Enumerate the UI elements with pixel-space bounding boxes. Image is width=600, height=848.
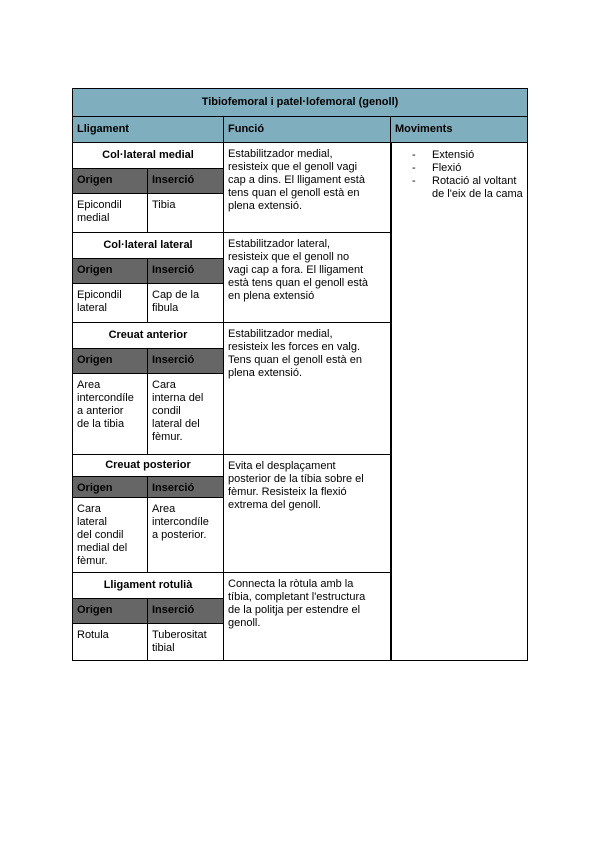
table-body — [73, 143, 527, 660]
list-item — [412, 162, 523, 175]
origin-insertion-values — [73, 284, 223, 322]
origin-insertion-values — [73, 624, 223, 660]
insercio-label: Inserció — [152, 264, 195, 276]
funcio-value: Evita el desplaçament posterior de la tíbia sobre el fèmur. Resisteix la flexió extrema del genoll. — [224, 455, 391, 572]
origin-insertion-values — [73, 374, 223, 454]
origen-label: Origen — [73, 477, 148, 497]
dash-bullet: - — [412, 149, 416, 161]
ligament-cell — [73, 455, 224, 572]
origin-insertion-header — [73, 259, 223, 284]
ligament-name: Creuat anterior — [73, 323, 223, 349]
list-item — [412, 175, 523, 201]
origin-insertion-header — [73, 599, 223, 624]
ligament-name: Col·lateral medial — [73, 143, 223, 169]
origen-value: Epicondil lateral — [73, 284, 148, 322]
origen-label: Origen — [73, 349, 148, 373]
list-item — [412, 149, 523, 162]
origen-value: Rotula — [73, 624, 148, 660]
insercio-label: Inserció — [152, 174, 195, 186]
origen-value: Cara lateral del condil medial del fèmur. — [73, 498, 148, 572]
origin-insertion-values — [73, 194, 223, 232]
table-row — [73, 573, 391, 660]
ligament-cell — [73, 573, 224, 660]
ligament-name: Lligament rotulià — [73, 573, 223, 599]
header-moviments: Moviments — [395, 123, 453, 135]
insercio-value: Area intercondíle a posterior. — [152, 503, 209, 541]
moviment-value: Flexió — [432, 162, 462, 174]
table-row — [73, 143, 391, 233]
dash-bullet: - — [412, 175, 416, 187]
origen-label: Origen — [73, 599, 148, 623]
header-lligament: Lligament — [73, 117, 224, 142]
ligament-name: Col·lateral lateral — [73, 233, 223, 259]
table-row — [73, 233, 391, 323]
funcio-value: Estabilitzador medial, resisteix que el genoll vagi cap a dins. El lligament està tens quan el genoll està en plena extensió. — [224, 143, 391, 232]
origin-insertion-header — [73, 477, 223, 498]
origin-insertion-header — [73, 349, 223, 374]
moviment-value: Rotació al voltant de l'eix de la cama — [432, 175, 523, 200]
moviment-value: Extensió — [432, 149, 475, 161]
insercio-value: Tibia — [152, 199, 176, 211]
origen-label: Origen — [73, 259, 148, 283]
insercio-value: Cap de la fibula — [152, 289, 200, 314]
knee-ligaments-table — [72, 88, 528, 661]
ligament-cell — [73, 323, 224, 454]
origen-label: Origen — [73, 169, 148, 193]
table-title: Tibiofemoral i patel·lofemoral (genoll) — [73, 89, 527, 117]
insercio-label: Inserció — [152, 481, 195, 494]
ligament-cell — [73, 233, 224, 322]
insercio-label: Inserció — [152, 604, 195, 616]
funcio-value: Estabilitzador medial, resisteix les forces en valg. Tens quan el genoll està en plena extensió. — [224, 323, 391, 454]
funcio-value: Connecta la ròtula amb la tíbia, completant l'estructura de la politja per estendre el genoll. — [224, 573, 391, 660]
moviments-list — [412, 149, 523, 201]
origin-insertion-header — [73, 169, 223, 194]
origin-insertion-values — [73, 498, 223, 572]
origen-value: Area intercondíle a anterior de la tibia — [73, 374, 148, 454]
ligament-name: Creuat posterior — [73, 455, 223, 477]
ligament-cell — [73, 143, 224, 232]
ligaments-column — [73, 143, 391, 660]
dash-bullet: - — [412, 162, 416, 174]
funcio-value: Estabilitzador lateral, resisteix que el genoll no vagi cap a fora. El lligament està tens quan el genoll està en plena extensió — [224, 233, 391, 322]
origen-value: Epicondil medial — [73, 194, 148, 232]
insercio-label: Inserció — [152, 354, 195, 366]
insercio-value: Cara interna del condil lateral del fèmur. — [152, 379, 204, 443]
table-row — [73, 455, 391, 573]
moviments-cell — [391, 143, 527, 660]
insercio-value: Tuberositat tibial — [152, 629, 207, 654]
table-row — [73, 323, 391, 455]
header-funcio: Funció — [224, 117, 391, 142]
header-row — [73, 117, 527, 143]
